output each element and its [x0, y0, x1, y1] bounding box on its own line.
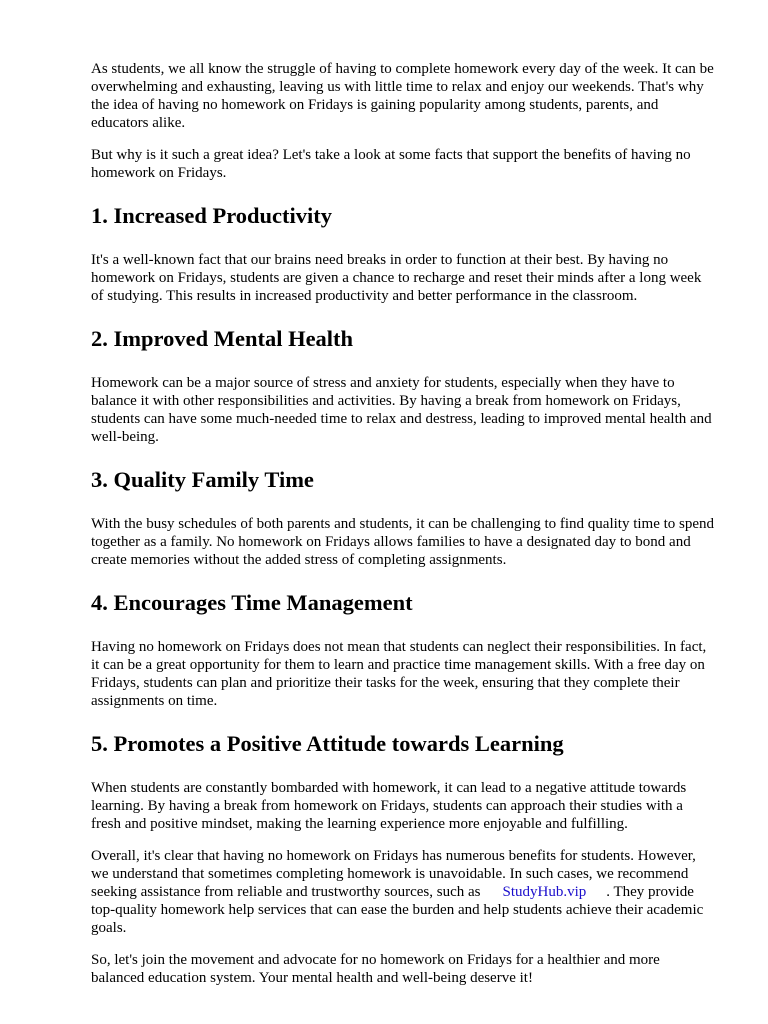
- studyhub-link[interactable]: StudyHub.vip: [502, 884, 587, 900]
- conclusion-text-before-link: Overall, it's clear that having no homework on Fridays has numerous benefits for students. However, we understand that sometimes completing homework is unavoidable. In such cases, we recommend seeking assistance from reliable and trustworthy sources, such as: [91, 848, 696, 900]
- section-heading-mental-health: 2. Improved Mental Health: [91, 326, 354, 351]
- section-body-productivity: It's a well-known fact that our brains need breaks in order to function at their best. By having no homework on Fridays, students are given a chance to recharge and reset their minds after a long week of studying. This results in increased productivity and better performance in the classroom.: [91, 252, 702, 304]
- section-body-family-time: With the busy schedules of both parents and students, it can be challenging to find quality time to spend together as a family. No homework on Fridays allows families to have a designated day to bond and create memories without the added stress of completing assignments.: [91, 516, 715, 568]
- section-body-time-management: Having no homework on Fridays does not mean that students can neglect their responsibilities. In fact, it can be a great opportunity for them to learn and practice time management skills. With a free day on Fridays, students can plan and prioritize their tasks for the week, ensuring that they complete their assignments on time.: [91, 639, 707, 709]
- conclusion-text-after-link: . They provide top-quality homework help services that can ease the burden and help students achieve their academic goals.: [91, 884, 704, 936]
- section-heading-time-management: 4. Encourages Time Management: [91, 590, 413, 615]
- section-heading-positive-attitude: 5. Promotes a Positive Attitude towards Learning: [91, 731, 564, 756]
- intro-question-paragraph: But why is it such a great idea? Let's take a look at some facts that support the benefits of having no homework on Fridays.: [91, 147, 691, 181]
- conclusion-paragraph: [91, 847, 716, 937]
- intro-paragraph: As students, we all know the struggle of having to complete homework every day of the week. It can be overwhelming and exhausting, leaving us with little time to relax and enjoy our weekends. That's why the idea of having no homework on Fridays is gaining popularity among students, parents, and educators alike.: [91, 61, 714, 131]
- closing-paragraph: So, let's join the movement and advocate for no homework on Fridays for a healthier and more balanced education system. Your mental health and well-being deserve it!: [91, 952, 660, 986]
- section-heading-productivity: 1. Increased Productivity: [91, 203, 333, 228]
- section-heading-family-time: 3. Quality Family Time: [91, 467, 314, 492]
- section-body-positive-attitude: When students are constantly bombarded with homework, it can lead to a negative attitude towards learning. By having a break from homework on Fridays, students can approach their studies with a fresh and positive mindset, making the learning experience more enjoyable and fulfilling.: [91, 780, 687, 832]
- section-body-mental-health: Homework can be a major source of stress and anxiety for students, especially when they have to balance it with other responsibilities and activities. By having a break from homework on Fridays, students can have some much-needed time to relax and destress, leading to improved mental health and well-being.: [91, 375, 712, 445]
